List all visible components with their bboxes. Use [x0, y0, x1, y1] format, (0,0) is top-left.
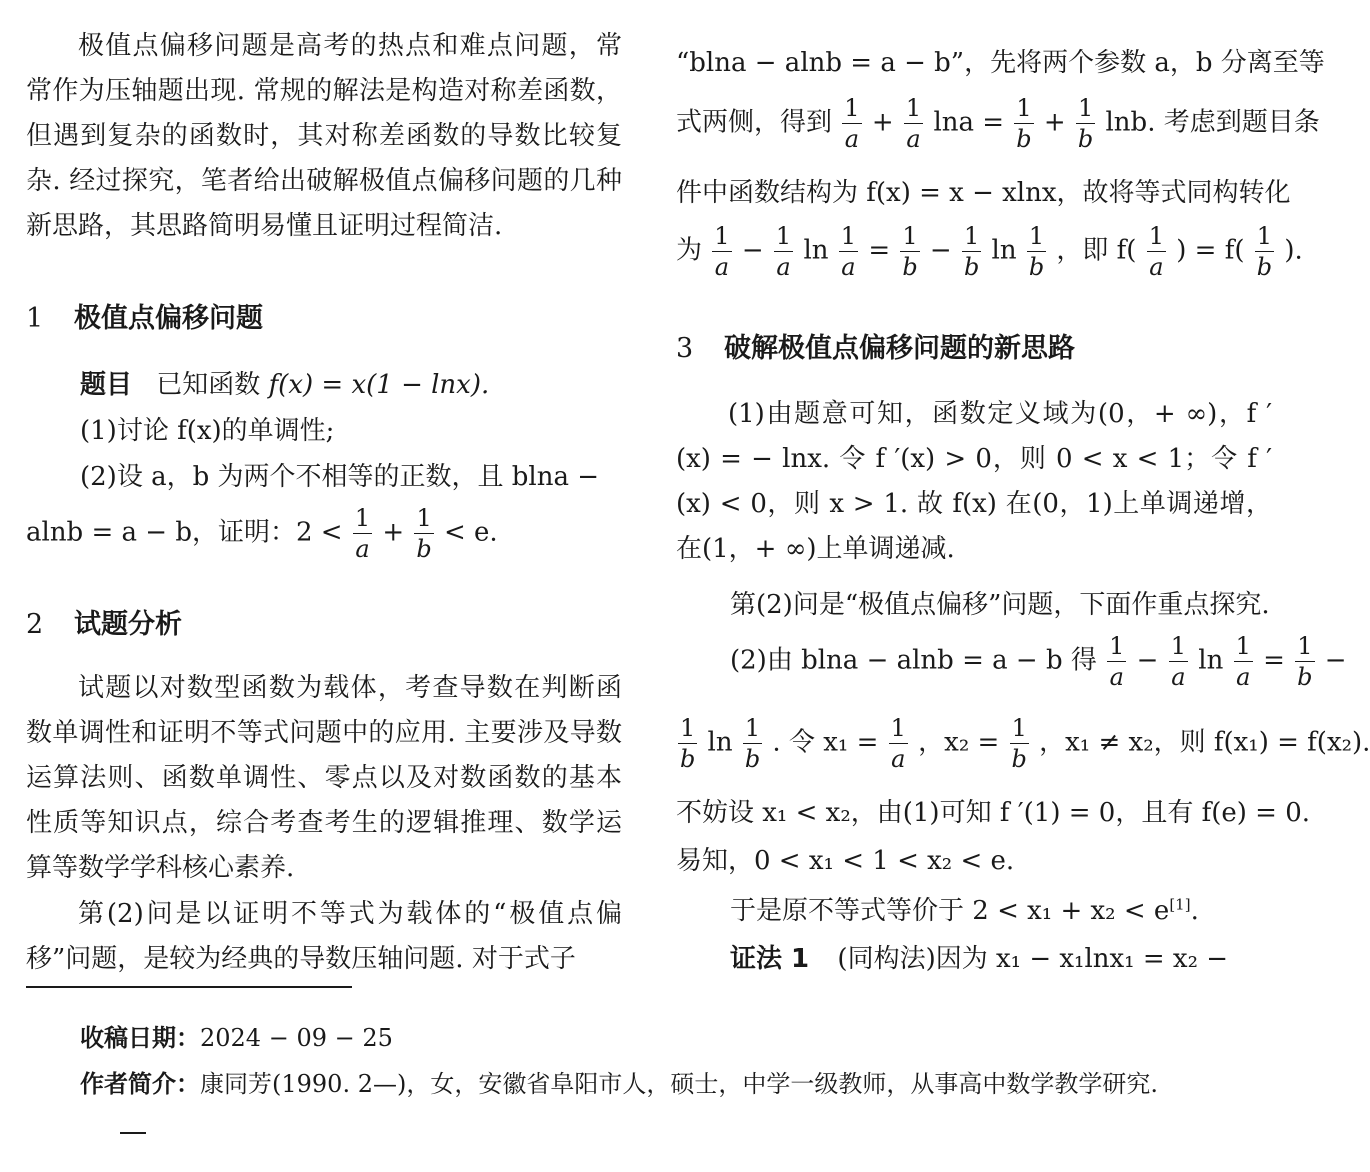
reference-1[interactable]: [1]: [1169, 895, 1191, 914]
analysis-paragraph-1: 试题以对数型函数为载体，考查导数在判断函数单调性和证明不等式问题中的应用. 主要涉及导数运算法则、函数单调性、零点以及对数函数的基本性质等知识点，综合考查考生的逻辑推理、数学运算等数学学科核心素养.: [26, 673, 622, 883]
question-2-line-2: [26, 506, 622, 561]
problem-text: 已知函数: [156, 370, 261, 400]
section-2-title: 试题分析: [74, 609, 182, 640]
solution-note: 第(2)问是“极值点偏移”问题，下面作重点探究.: [730, 590, 1270, 620]
fraction-1-over-a: $\frac{1}{a}$: [354, 504, 371, 563]
section-2-heading: [26, 602, 182, 641]
page-dash: [120, 1132, 146, 1134]
problem-label: 题目: [80, 370, 133, 400]
right-line-4: 为 $\frac{1}{a}$ − $\frac{1}{a}$ ln $\frac{1}{a}$ = $\frac{1}{b}$ − $\frac{1}{b}$ ln $\frac{1}{b}$ ，即 f( $\frac{1}{a}$ ) = f( $\frac{1}{b}$ ).: [676, 222, 1303, 281]
proof-label: 证法 1: [730, 944, 810, 974]
question-2-end: < e.: [444, 517, 498, 548]
section-3-heading: [676, 326, 1075, 365]
solution-equivalence: 于是原不等式等价于 2 < x₁ + x₂ < e[1].: [730, 895, 1199, 926]
section-1-number: 1: [26, 303, 44, 334]
fraction-1-over-a: $\frac{1}{a}$: [905, 94, 922, 153]
received-date: 收稿日期：2024 − 09 − 25: [80, 1024, 393, 1052]
footnote-rule: [26, 986, 352, 988]
question-1: (1)讨论 f(x)的单调性;: [80, 416, 335, 446]
question-2-line-1: (2)设 a，b 为两个不相等的正数，且 blna −: [80, 462, 600, 492]
proof-1-start: [730, 938, 1326, 975]
question-2-cond: alnb = a − b，证明：2 <: [26, 517, 343, 548]
fraction-1-over-b: $\frac{1}{b}$: [1077, 94, 1094, 153]
right-line-1: “blna − alnb = a − b”，先将两个参数 a，b 分离至等: [676, 48, 1325, 78]
solution-range: 易知，0 < x₁ < 1 < x₂ < e.: [676, 846, 1015, 876]
right-line-2: 式两侧，得到 $\frac{1}{a}$ + $\frac{1}{a}$ lna = $\frac{1}{b}$ + $\frac{1}{b}$ lnb. 考虑到题目条: [676, 94, 1320, 153]
problem-statement: [80, 364, 676, 401]
solution-part-1: (1)由题意可知，函数定义域为(0，+ ∞)，f ′(x) = − lnx. 令 f ′(x) > 0，则 0 < x < 1；令 f ′(x) < 0，则 x > 1. 故 f(x) 在(0，1)上单调递增，在(1，+ ∞)上单调递减.: [676, 399, 1272, 564]
fraction-1-over-b: $\frac{1}{b}$: [416, 504, 432, 563]
plus-sign: +: [382, 517, 405, 548]
problem-function: f(x) = x(1 − lnx).: [268, 370, 490, 400]
fraction-1-over-b: $\frac{1}{b}$: [1016, 94, 1032, 153]
section-3-number: 3: [676, 333, 694, 364]
section-2-number: 2: [26, 609, 44, 640]
proof-text: (同构法)因为 x₁ − x₁lnx₁ = x₂ −: [837, 944, 1229, 974]
section-1-title: 极值点偏移问题: [74, 303, 263, 334]
section-3-title: 破解极值点偏移问题的新思路: [724, 333, 1075, 364]
intro-paragraph: 极值点偏移问题是高考的热点和难点问题，常常作为压轴题出现. 常规的解法是构造对称差函数，但遇到复杂的函数时，其对称差函数的导数比较复杂. 经过探究，笔者给出破解极值点偏移问题的几种新思路，其思路简明易懂且证明过程简洁.: [26, 31, 622, 241]
section-1-heading: [26, 296, 263, 335]
analysis-paragraph-2: 第(2)问是以证明不等式为载体的“极值点偏移”问题，是较为经典的导数压轴问题. 对于式子: [26, 899, 622, 974]
fraction-1-over-a: $\frac{1}{a}$: [844, 94, 860, 153]
solution-part-2-line-1: (2)由 blna − alnb = a − b 得 $\frac{1}{a}$ − $\frac{1}{a}$ ln $\frac{1}{a}$ = $\frac{1}{b}$ −: [730, 632, 1347, 691]
right-line-3: 件中函数结构为 f(x) = x − xlnx，故将等式同构转化: [676, 178, 1291, 208]
solution-part-2-line-2: $\frac{1}{b}$ ln $\frac{1}{b}$ . 令 x₁ = $\frac{1}{a}$ ，x₂ = $\frac{1}{b}$ ，x₁ ≠ x₂，则 f(x₁) = f(x₂).: [679, 714, 1370, 773]
solution-assumption: 不妨设 x₁ < x₂，由(1)可知 f ′(1) = 0，且有 f(e) = 0.: [676, 798, 1311, 828]
author-info: 作者简介：康同芳(1990. 2—)，女，安徽省阜阳市人，硕士，中学一级教师，从事高中数学教学研究.: [80, 1070, 1158, 1098]
